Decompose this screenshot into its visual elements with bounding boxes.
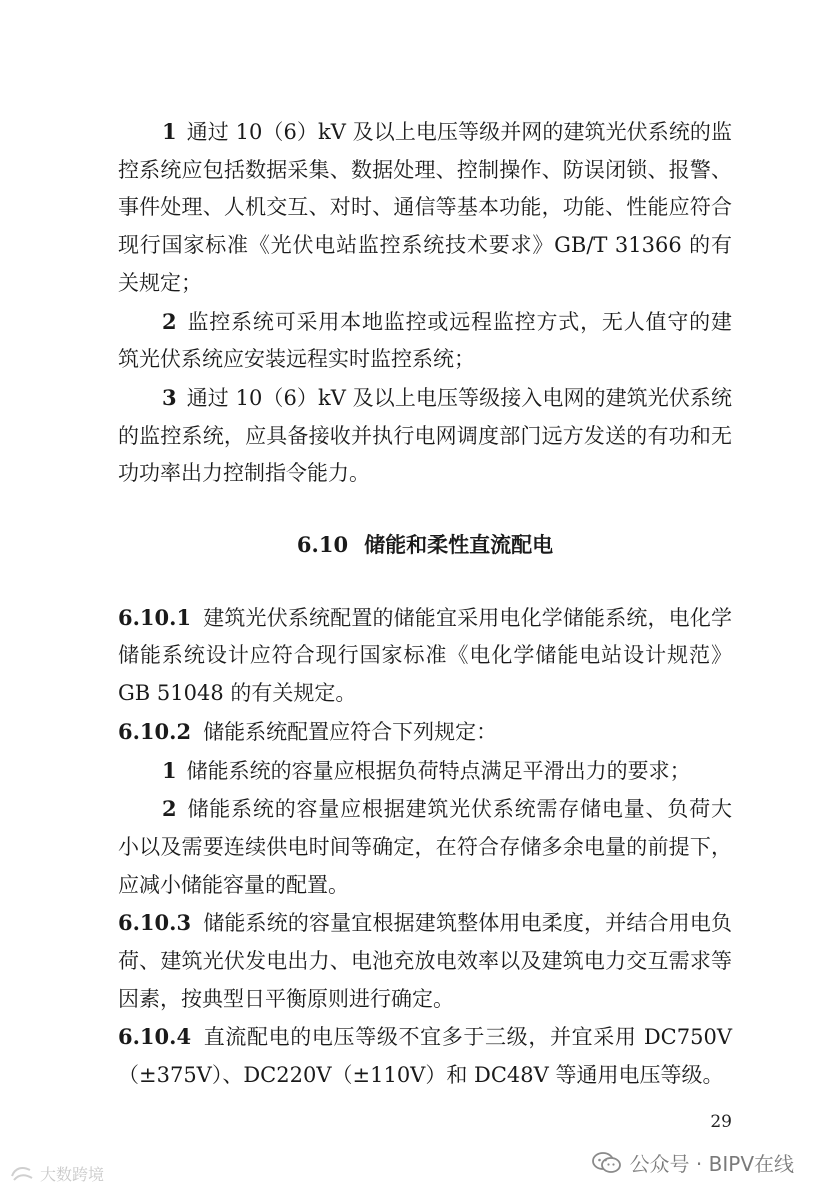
page-content [118, 113, 732, 1095]
source-text: 公众号 · BIPV在线 [629, 1152, 794, 1176]
corner-logo-icon [10, 1164, 34, 1184]
wechat-icon [592, 1152, 622, 1174]
item-number: 2 [162, 308, 177, 334]
clause [118, 599, 732, 713]
section-heading [118, 526, 732, 565]
item-text: 储能系统的容量应根据负荷特点满足平滑出力的要求； [186, 758, 691, 783]
section-number: 6.10 [296, 532, 349, 558]
clause-text: 直流配电的电压等级不宜多于三级，并宜采用 DC750V（±375V）、DC220V（±110V）和 DC48V 等通用电压等级。 [118, 1025, 732, 1088]
item-text: 储能系统的容量应根据建筑光伏系统需存储电量、负荷大小以及需要连续供电时间等确定，在符合存储多余电量的前提下，应减小储能容量的配置。 [118, 797, 732, 897]
page-number: 29 [710, 1112, 732, 1132]
clause-number: 6.10.4 [118, 1024, 192, 1050]
clause [118, 713, 732, 752]
clause-text: 建筑光伏系统配置的储能宜采用电化学储能系统，电化学储能系统设计应符合现行国家标准《电化学储能电站设计规范》GB 51048 的有关规定。 [118, 605, 732, 706]
source-watermark [592, 1148, 794, 1177]
list-item [118, 752, 732, 791]
item-number: 2 [162, 796, 177, 822]
section-title-text: 储能和柔性直流配电 [364, 533, 554, 558]
list-item [118, 379, 732, 493]
item-number: 3 [162, 384, 177, 410]
clause-text: 储能系统配置应符合下列规定： [203, 719, 498, 744]
clause-number: 6.10.3 [118, 910, 192, 936]
item-number: 1 [162, 119, 177, 144]
item-text: 通过 10（6）kV 及以上电压等级并网的建筑光伏系统的监控系统应包括数据采集、数据处理、控制操作、防误闭锁、报警、事件处理、人机交互、对时、通信等基本功能，功能、性能应符合现行国家标准《光伏电站监控系统技术要求》GB/T 31366 的有关规定； [118, 120, 732, 295]
list-item [118, 303, 732, 379]
list-item [118, 790, 732, 904]
list-item [118, 113, 732, 303]
corner-text: 大数跨境 [40, 1165, 105, 1184]
clause [118, 904, 732, 1018]
clause-number: 6.10.1 [118, 604, 192, 630]
item-number: 1 [162, 757, 177, 783]
clause [118, 1018, 732, 1094]
clause-text: 储能系统的容量宜根据建筑整体用电柔度，并结合用电负荷、建筑光伏发电出力、电池充放电效率以及建筑电力交互需求等因素，按典型日平衡原则进行确定。 [118, 911, 732, 1011]
item-text: 通过 10（6）kV 及以上电压等级接入电网的建筑光伏系统的监控系统，应具备接收并执行电网调度部门远方发送的有功和无功功率出力控制指令能力。 [118, 385, 732, 486]
clause-number: 6.10.2 [118, 718, 192, 744]
corner-watermark [10, 1162, 104, 1185]
item-text: 监控系统可采用本地监控或远程监控方式，无人值守的建筑光伏系统应安装远程实时监控系统； [118, 309, 732, 372]
